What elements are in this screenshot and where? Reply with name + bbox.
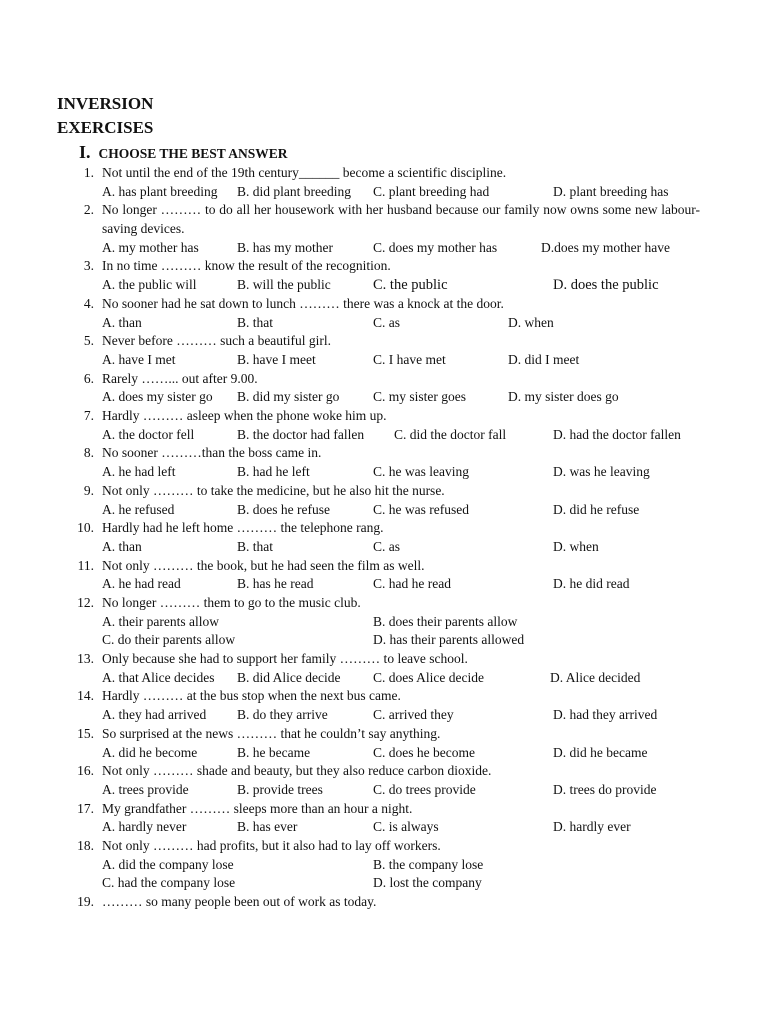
- answer-option[interactable]: C. as: [373, 538, 400, 554]
- answer-option[interactable]: B. do they arrive: [237, 707, 328, 723]
- answer-option[interactable]: B. that: [237, 314, 273, 330]
- question-text: Not only ……… the book, but he had seen the film as well.: [102, 557, 425, 573]
- answer-option[interactable]: C. I have met: [373, 351, 446, 367]
- question-number: 1.: [83, 165, 94, 180]
- question-text: No sooner had he sat down to lunch ……… there was a knock at the door.: [102, 295, 504, 311]
- question-item: [0, 650, 768, 687]
- question-item: [0, 164, 768, 201]
- answer-option[interactable]: C. does my mother has: [373, 239, 498, 255]
- answer-options-row: [0, 183, 768, 202]
- answer-option[interactable]: C. plant breeding had: [373, 183, 490, 199]
- answer-option[interactable]: D. plant breeding has: [553, 183, 669, 199]
- answer-option[interactable]: D. did I meet: [508, 351, 580, 367]
- question-item: [0, 519, 768, 556]
- answer-option[interactable]: B. that: [237, 538, 273, 554]
- answer-option[interactable]: B. the company lose: [373, 856, 484, 872]
- answer-option[interactable]: D. trees do provide: [553, 781, 657, 797]
- answer-options-row: [0, 388, 768, 407]
- question-item: [0, 201, 768, 257]
- answer-option[interactable]: A. hardly never: [102, 819, 187, 835]
- answer-options-row: [0, 613, 768, 632]
- answer-option[interactable]: D. when: [553, 538, 599, 554]
- answer-options-row: [0, 314, 768, 333]
- answer-option[interactable]: C. is always: [373, 819, 439, 835]
- answer-option[interactable]: A. has plant breeding: [102, 183, 218, 199]
- question-item: [0, 444, 768, 481]
- answer-option[interactable]: D. my sister does go: [508, 389, 619, 405]
- question-text: So surprised at the news ……… that he couldn’t say anything.: [102, 725, 441, 741]
- answer-option[interactable]: B. have I meet: [237, 351, 316, 367]
- answer-options-row: [0, 818, 768, 837]
- question-text: No sooner ………than the boss came in.: [102, 445, 322, 461]
- answer-option[interactable]: B. he became: [237, 744, 311, 760]
- answer-option[interactable]: A. did the company lose: [102, 856, 234, 872]
- question-number: 14.: [77, 688, 94, 704]
- question-text: In no time ……… know the result of the recognition.: [102, 258, 391, 274]
- answer-option[interactable]: C. did the doctor fall: [394, 426, 507, 442]
- answer-option[interactable]: B. will the public: [237, 277, 331, 293]
- answer-option[interactable]: D.does my mother have: [541, 239, 670, 255]
- answer-option[interactable]: D. has their parents allowed: [373, 632, 525, 648]
- question-number: 15.: [77, 725, 94, 741]
- question-item: [0, 370, 768, 407]
- page-title-line2: EXERCISES: [57, 118, 154, 137]
- question-number: 2.: [83, 202, 94, 218]
- answer-option[interactable]: A. have I met: [102, 351, 176, 367]
- question-item: [0, 800, 768, 837]
- answer-option[interactable]: C. as: [373, 314, 400, 330]
- answer-options-row: [0, 781, 768, 800]
- answer-option[interactable]: A. than: [102, 538, 142, 554]
- question-item: [0, 594, 768, 650]
- question-item: [0, 725, 768, 762]
- question-number: 12.: [77, 595, 94, 610]
- answer-option[interactable]: C. had he read: [373, 576, 451, 592]
- answer-options-row: [0, 501, 768, 520]
- question-text: No longer ……… them to go to the music club.: [102, 595, 361, 610]
- answer-option[interactable]: C. does Alice decide: [373, 669, 484, 685]
- answer-option[interactable]: B. has my mother: [237, 239, 333, 255]
- answer-options-row: [0, 856, 768, 875]
- question-item: [0, 482, 768, 519]
- answer-options-row: [0, 706, 768, 725]
- question-number: 11.: [77, 557, 94, 573]
- answer-option[interactable]: A. they had arrived: [102, 707, 207, 723]
- answer-option[interactable]: A. did he become: [102, 744, 198, 760]
- answer-option[interactable]: D. did he refuse: [553, 501, 640, 517]
- question-item: [0, 295, 768, 332]
- question-item: [0, 893, 768, 912]
- answer-options-row: [0, 631, 768, 650]
- question-item: [0, 762, 768, 799]
- answer-option[interactable]: B. does their parents allow: [373, 613, 518, 629]
- answer-option[interactable]: D. lost the company: [373, 875, 482, 891]
- section-heading: [79, 142, 287, 164]
- answer-option[interactable]: B. the doctor had fallen: [237, 426, 365, 442]
- question-number: 9.: [83, 482, 94, 498]
- question-number: 13.: [77, 651, 94, 667]
- answer-option[interactable]: B. did Alice decide: [237, 669, 341, 685]
- answer-option[interactable]: C. had the company lose: [102, 875, 236, 891]
- answer-options-row: [0, 575, 768, 594]
- answer-option[interactable]: A. does my sister go: [102, 389, 213, 405]
- answer-options-row: [0, 669, 768, 688]
- question-number: 10.: [77, 520, 94, 536]
- answer-option[interactable]: D. had the doctor fallen: [553, 426, 681, 442]
- answer-option[interactable]: A. he refused: [102, 501, 175, 517]
- question-number: 19.: [77, 894, 94, 910]
- answer-options-row: [0, 538, 768, 557]
- question-list: [0, 164, 768, 912]
- question-number: 4.: [83, 295, 94, 311]
- answer-options-row: [0, 426, 768, 445]
- section-label: CHOOSE THE BEST ANSWER: [98, 146, 288, 161]
- answer-option[interactable]: C. he was refused: [373, 501, 469, 517]
- page-title-line1: INVERSION: [57, 94, 154, 113]
- question-text: Rarely ……... out after 9.00.: [102, 370, 258, 386]
- question-item: [0, 332, 768, 369]
- answer-option[interactable]: D. did he became: [553, 744, 648, 760]
- question-text: Not only ……… to take the medicine, but he also hit the nurse.: [102, 482, 445, 498]
- answer-option[interactable]: A. my mother has: [102, 239, 199, 255]
- answer-option[interactable]: B. did my sister go: [237, 389, 340, 405]
- answer-option[interactable]: A. than: [102, 314, 142, 330]
- answer-options-row: [0, 874, 768, 893]
- answer-options-row: [0, 744, 768, 763]
- answer-option[interactable]: D. was he leaving: [553, 464, 650, 480]
- question-item: [0, 407, 768, 444]
- answer-option[interactable]: B. has ever: [237, 819, 298, 835]
- question-text: Hardly had he left home ……… the telephone rang.: [102, 520, 384, 536]
- answer-option[interactable]: C. do their parents allow: [102, 632, 236, 648]
- answer-option[interactable]: A. trees provide: [102, 781, 189, 797]
- answer-option[interactable]: D. does the public: [553, 277, 659, 294]
- question-text: Not only ……… had profits, but it also had to lay off workers.: [102, 838, 441, 854]
- answer-option[interactable]: D. hardly ever: [553, 819, 631, 835]
- answer-option[interactable]: A. that Alice decides: [102, 669, 215, 685]
- question-item: [0, 257, 768, 294]
- question-text: ……… so many people been out of work as today.: [102, 894, 377, 910]
- question-number: 18.: [77, 838, 94, 854]
- answer-option[interactable]: D. he did read: [553, 576, 630, 592]
- answer-option[interactable]: D. when: [508, 314, 554, 330]
- question-item: [0, 837, 768, 893]
- answer-option[interactable]: A. the doctor fell: [102, 426, 195, 442]
- question-item: [0, 557, 768, 594]
- answer-option[interactable]: D. Alice decided: [550, 669, 641, 685]
- answer-option[interactable]: A. he had read: [102, 576, 181, 592]
- question-number: 16.: [77, 763, 94, 779]
- question-text: Not until the end of the 19th century______ become a scientific discipline.: [102, 165, 507, 180]
- answer-option[interactable]: B. has he read: [237, 576, 314, 592]
- answer-option[interactable]: C. he was leaving: [373, 464, 469, 480]
- answer-options-row: [0, 276, 768, 295]
- question-text: Never before ……… such a beautiful girl.: [102, 333, 332, 349]
- question-number: 6.: [83, 370, 94, 386]
- answer-option[interactable]: C. arrived they: [373, 707, 454, 723]
- answer-option[interactable]: A. he had left: [102, 464, 176, 480]
- question-number: 5.: [83, 333, 94, 349]
- answer-option[interactable]: C. my sister goes: [373, 389, 466, 405]
- answer-option[interactable]: C. do trees provide: [373, 781, 476, 797]
- answer-option[interactable]: D. had they arrived: [553, 707, 658, 723]
- question-text: My grandfather ……… sleeps more than an hour a night.: [102, 800, 413, 816]
- section-number: I.: [79, 142, 91, 162]
- answer-options-row: [0, 463, 768, 482]
- question-number: 3.: [83, 258, 94, 274]
- answer-options-row: [0, 351, 768, 370]
- question-number: 17.: [77, 800, 94, 816]
- answer-option[interactable]: B. does he refuse: [237, 501, 330, 517]
- answer-option[interactable]: C. does he become: [373, 744, 475, 760]
- question-number: 8.: [83, 445, 94, 461]
- question-text: No longer ……… to do all her housework with her husband because our family now owns some new labour-saving devices.: [102, 202, 700, 237]
- answer-option[interactable]: B. had he left: [237, 464, 310, 480]
- question-text: Hardly ……… asleep when the phone woke him up.: [102, 408, 387, 424]
- question-text: Hardly ……… at the bus stop when the next bus came.: [102, 688, 401, 704]
- question-text: Only because she had to support her family ……… to leave school.: [102, 651, 468, 667]
- question-item: [0, 687, 768, 724]
- question-number: 7.: [83, 408, 94, 424]
- answer-option[interactable]: C. the public: [373, 277, 448, 294]
- answer-options-row: [0, 239, 768, 258]
- answer-option[interactable]: A. the public will: [102, 277, 197, 293]
- answer-option[interactable]: B. provide trees: [237, 781, 323, 797]
- question-text: Not only ……… shade and beauty, but they also reduce carbon dioxide.: [102, 763, 492, 779]
- answer-option[interactable]: B. did plant breeding: [237, 183, 351, 199]
- answer-option[interactable]: A. their parents allow: [102, 613, 219, 629]
